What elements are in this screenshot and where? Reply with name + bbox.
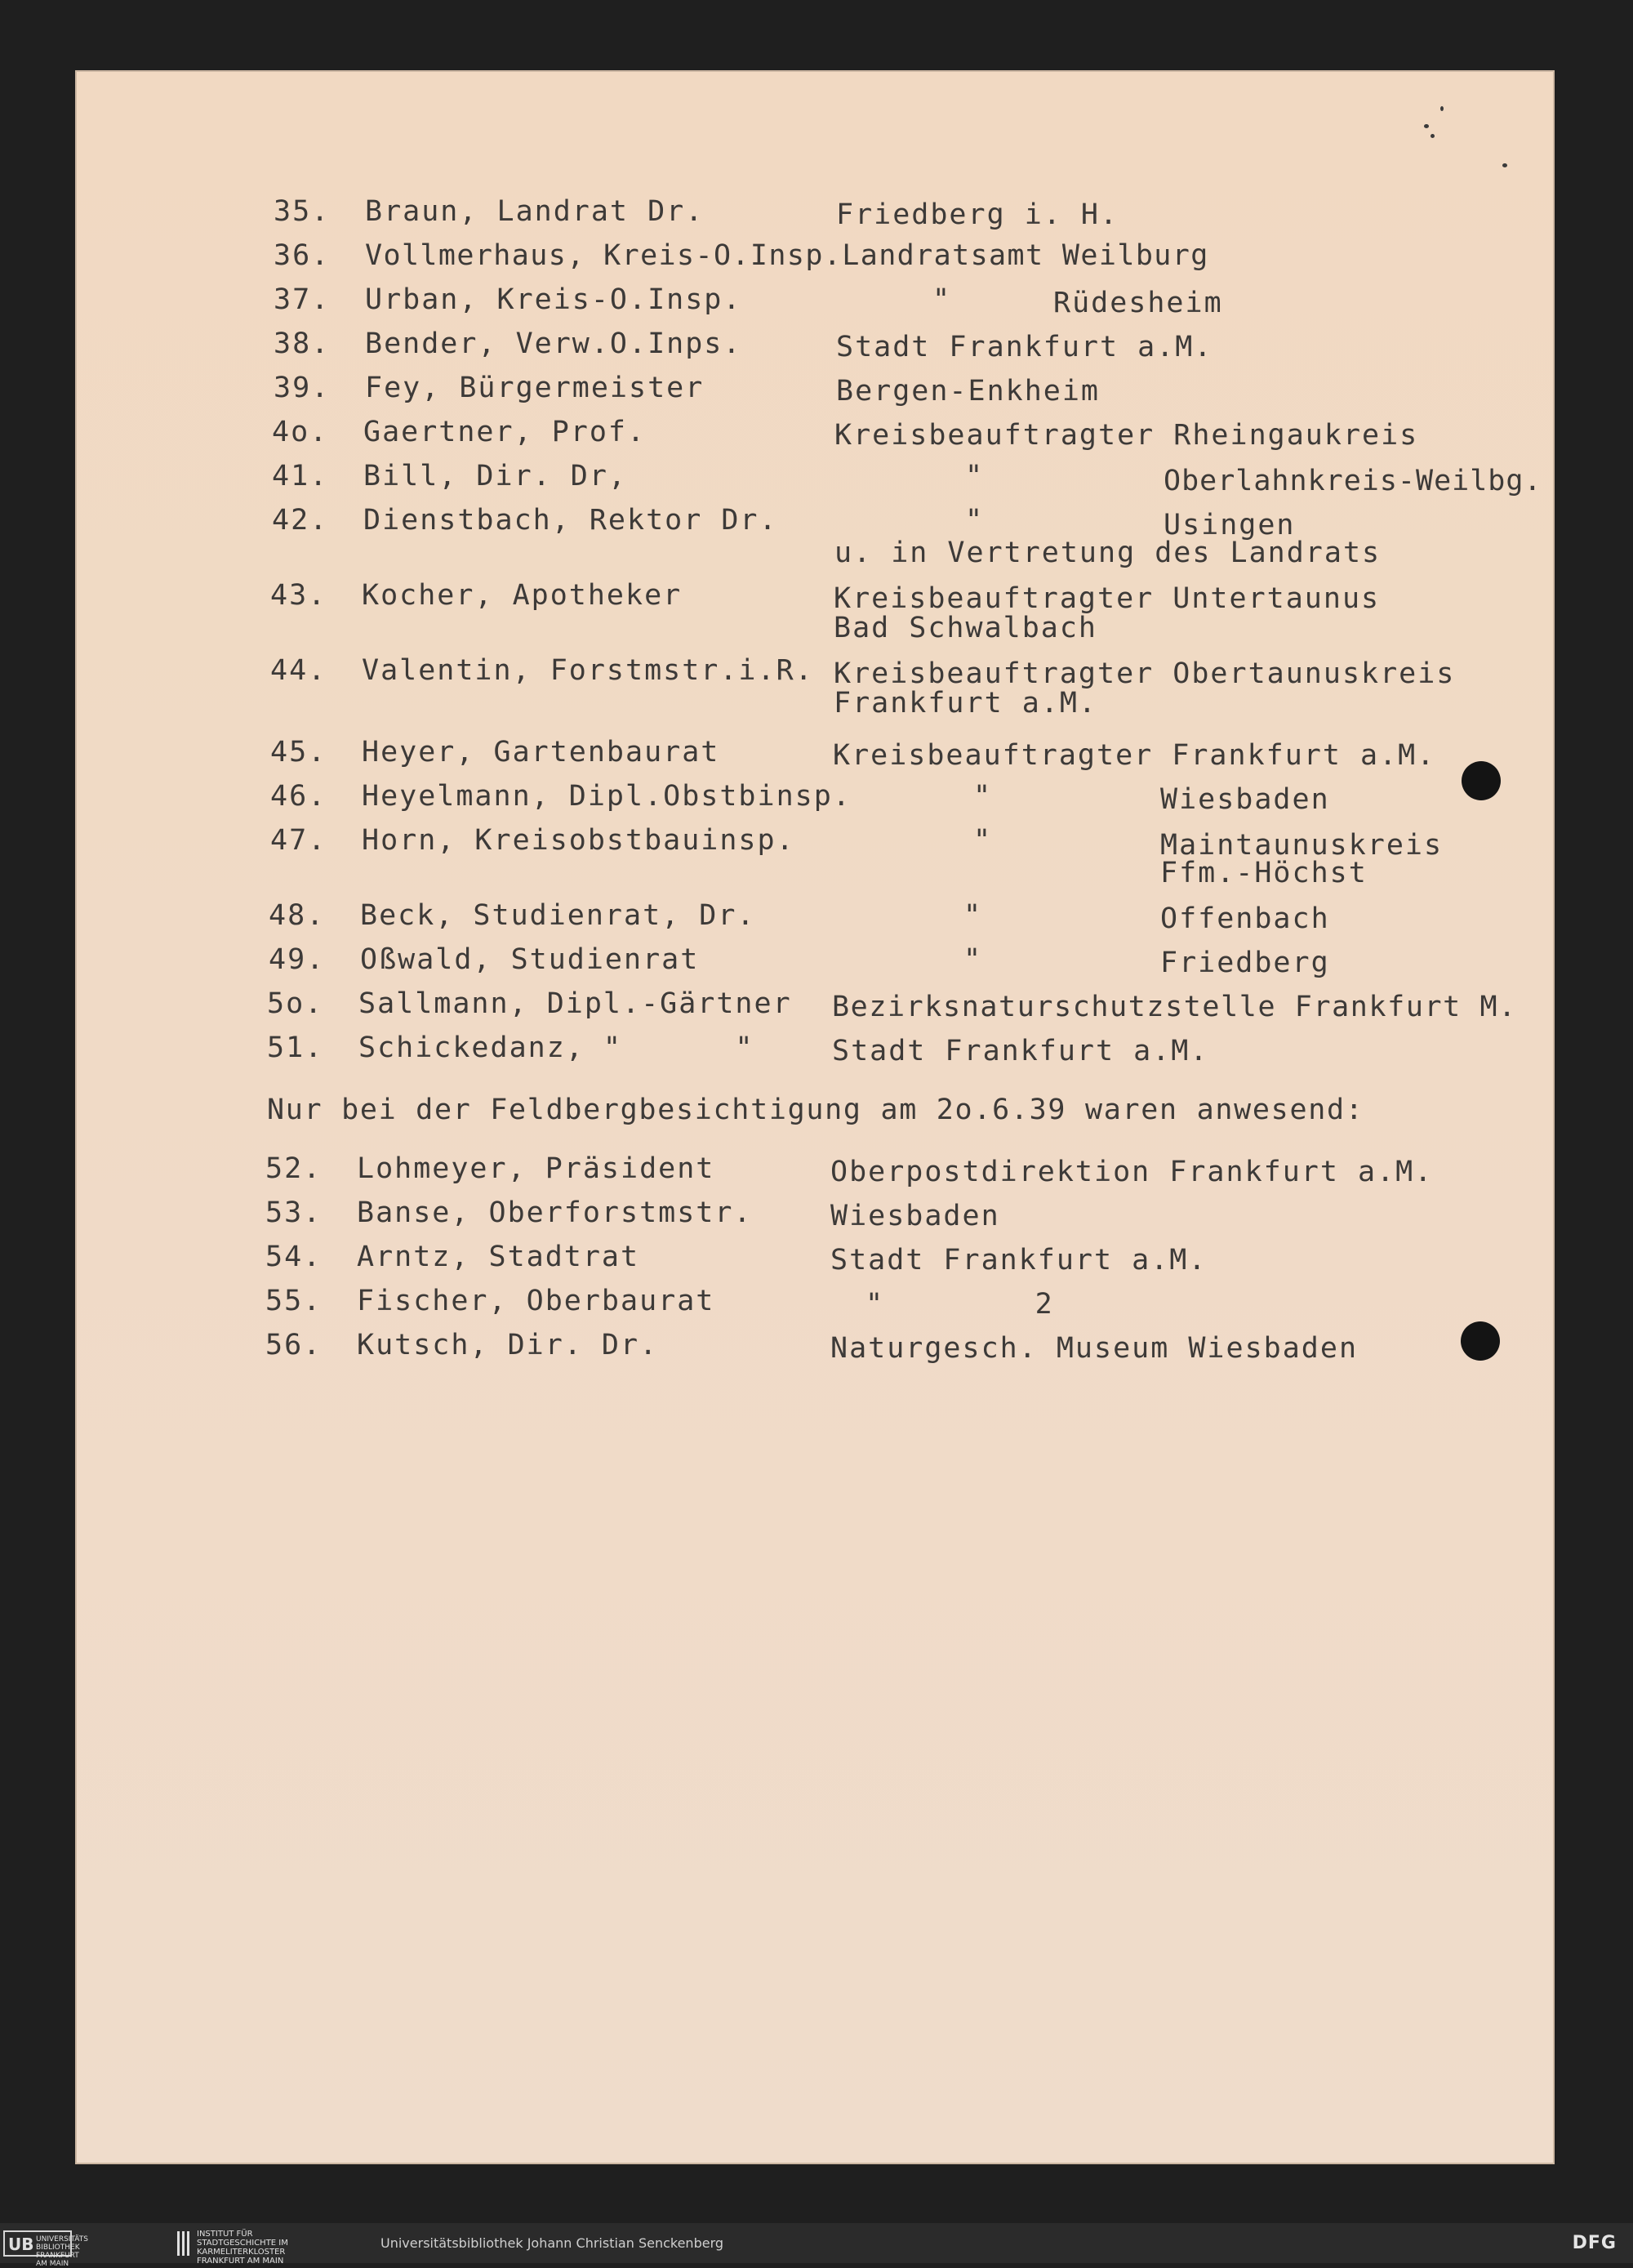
entry-place: Oberpostdirektion Frankfurt a.M. [830, 1156, 1434, 1188]
entry-place: Kreisbeauftragter Untertaunus [834, 582, 1381, 615]
entry-num: 38. [274, 328, 331, 360]
entry-name: Lohmeyer, Präsident [357, 1152, 715, 1185]
entry-place: Kreisbeauftragter Rheingaukreis [834, 419, 1419, 452]
entry-num: 53. [265, 1196, 323, 1229]
entry-num: 46. [270, 780, 327, 813]
document-page [75, 70, 1555, 2164]
punch-hole [1462, 761, 1501, 800]
entry-num: 41. [272, 460, 329, 492]
university-library-logo: UB UNIVERSITÄTS BIBLIOTHEK FRANKFURT AM MAIN [3, 2230, 72, 2257]
entry-num: 55. [265, 1285, 323, 1317]
entry-ditto: " [963, 943, 983, 976]
entry-name: Banse, Oberforstmstr. [357, 1196, 753, 1229]
entry-name: Oßwald, Studienrat [360, 943, 700, 976]
entry-ditto: " [965, 460, 985, 492]
entry-name: Braun, Landrat Dr. [365, 195, 705, 228]
entry-place: Rüdesheim [1053, 287, 1223, 319]
entry-ditto: " [973, 824, 993, 857]
entry-continuation: Frankfurt a.M. [834, 687, 1098, 720]
entry-name: Bender, Verw.O.Inps. [365, 328, 742, 360]
entry-num: 45. [270, 736, 327, 769]
entry-ditto: " 2 [865, 1288, 1054, 1321]
entry-name: Heyelmann, Dipl.Obstbinsp. [362, 780, 852, 813]
entry-place: Stadt Frankfurt a.M. [836, 331, 1213, 363]
entry-place: Wiesbaden [830, 1200, 1000, 1232]
entry-name: Dienstbach, Rektor Dr. [363, 504, 778, 537]
entry-name: Beck, Studienrat, Dr. [360, 899, 756, 932]
entry-num: 54. [265, 1241, 323, 1273]
entry-num: 52. [265, 1152, 323, 1185]
entry-place: Wiesbaden [1160, 783, 1330, 816]
entry-name: Fey, Bürgermeister [365, 372, 705, 404]
entry-name: Urban, Kreis-O.Insp. [365, 283, 742, 316]
entry-name: Schickedanz, " " [358, 1032, 754, 1064]
entry-num: 39. [274, 372, 331, 404]
entry-place: Naturgesch. Museum Wiesbaden [830, 1332, 1359, 1365]
entry-ditto: " [932, 283, 952, 316]
entry-name: Gaertner, Prof. [363, 416, 647, 448]
entry-num: 5o. [267, 987, 324, 1020]
library-name: Universitätsbibliothek Johann Christian Senckenberg [380, 2235, 724, 2251]
viewer-footer [0, 2223, 1633, 2268]
entry-num: 48. [269, 899, 326, 932]
dfg-logo: DFG [1572, 2233, 1617, 2253]
entry-place: Offenbach [1160, 902, 1330, 935]
entry-num: 36. [274, 239, 331, 272]
ink-speck [1502, 163, 1507, 167]
entry-num: 47. [270, 824, 327, 857]
entry-continuation: Bad Schwalbach [834, 612, 1098, 644]
entry-name: Arntz, Stadtrat [357, 1241, 640, 1273]
entry-place: Friedberg i. H. [836, 198, 1119, 231]
entry-name: Kocher, Apotheker [362, 579, 683, 612]
university-library-logo-text: UNIVERSITÄTS BIBLIOTHEK FRANKFURT AM MAIN [36, 2235, 88, 2268]
entry-num: 51. [267, 1032, 324, 1064]
entry-ditto: " [965, 504, 985, 537]
entry-num: 4o. [272, 416, 329, 448]
entry-ditto: " [973, 780, 993, 813]
entry-place: Friedberg [1160, 947, 1330, 979]
entry-place: Kreisbeauftragter Obertaunuskreis [834, 657, 1456, 690]
entry-num: 35. [274, 195, 331, 228]
entry-place: Bergen-Enkheim [836, 375, 1101, 408]
punch-hole [1461, 1321, 1500, 1361]
entry-num: 56. [265, 1329, 323, 1361]
entry-place: Usingen [1164, 509, 1296, 541]
institute-logo [176, 2230, 323, 2266]
entry-num: 44. [270, 654, 327, 687]
entry-name: Valentin, Forstmstr.i.R. [362, 654, 814, 687]
entry-name: Kutsch, Dir. Dr. [357, 1329, 659, 1361]
entry-continuation: Ffm.-Höchst [1160, 857, 1368, 889]
ink-speck [1424, 124, 1429, 128]
entry-place: Stadt Frankfurt a.M. [832, 1035, 1209, 1067]
entry-num: 43. [270, 579, 327, 612]
entry-name: Bill, Dir. Dr, [363, 460, 628, 492]
entry-place: Maintaunuskreis [1160, 829, 1444, 862]
entry-num: 42. [272, 504, 329, 537]
attendance-note: Nur bei der Feldbergbesichtigung am 2o.6.39 waren anwesend: [267, 1094, 1364, 1126]
ink-speck [1431, 134, 1435, 138]
entry-ditto: " [963, 899, 983, 932]
entry-name: Horn, Kreisobstbauinsp. [362, 824, 795, 857]
entry-name: Sallmann, Dipl.-Gärtner [358, 987, 792, 1020]
entry-place: Oberlahnkreis-Weilbg. [1164, 465, 1542, 497]
entry-place: Stadt Frankfurt a.M. [830, 1244, 1208, 1277]
ink-speck [1440, 106, 1444, 111]
entry-continuation: u. in Vertretung des Landrats [834, 537, 1382, 569]
institute-logo-text: INSTITUT FÜR STADTGESCHICHTE IM KARMELITERKLOSTER FRANKFURT AM MAIN [197, 2230, 288, 2266]
entry-place: Bezirksnaturschutzstelle Frankfurt M. [832, 991, 1517, 1023]
entry-name: Fischer, Oberbaurat [357, 1285, 715, 1317]
entry-num: 49. [269, 943, 326, 976]
entry-num: 37. [274, 283, 331, 316]
entry-name: Vollmerhaus, Kreis-O.Insp.Landratsamt Weilburg [365, 239, 1209, 272]
entry-place: Kreisbeauftragter Frankfurt a.M. [833, 739, 1436, 772]
entry-name: Heyer, Gartenbaurat [362, 736, 720, 769]
